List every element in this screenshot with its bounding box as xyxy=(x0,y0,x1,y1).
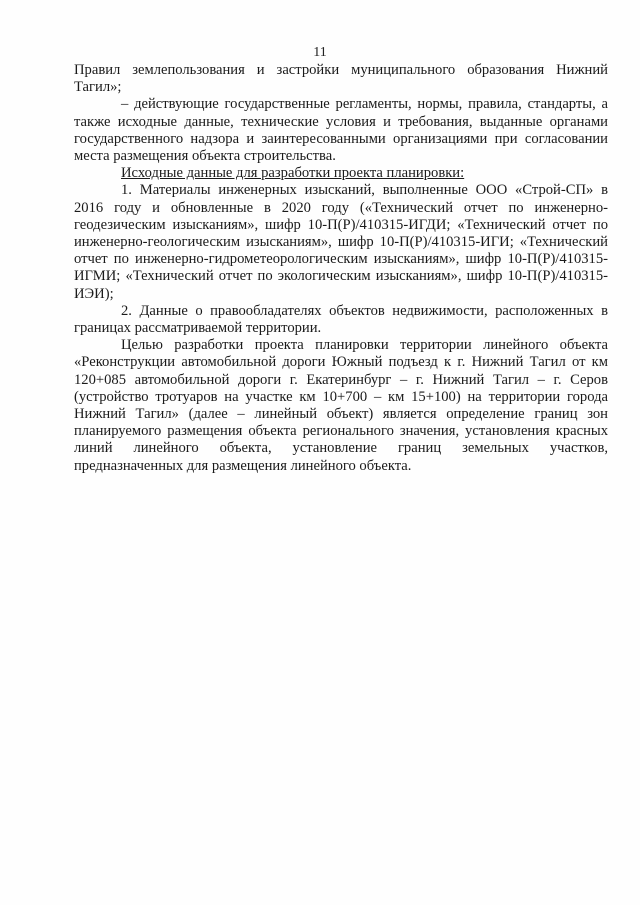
list-item-property-owners: 2. Данные о правообладателях объектов недвижимости, расположенных в границах рассматриваемой территории. xyxy=(74,302,608,337)
paragraph-regulations: – действующие государственные регламенты, нормы, правила, стандарты, а также исходные данные, технические условия и требования, выданные органами государственного надзора и заинтересованными организациями при согласовании места размещения объекта строительства. xyxy=(74,96,608,165)
document-body xyxy=(74,62,608,475)
page-number: 11 xyxy=(313,45,327,60)
paragraph-project-goal: Целью разработки проекта планировки территории линейного объекта «Реконструкции автомобильной дороги Южный подъезд к г. Нижний Тагил от км 120+085 автомобильной дороги г. Екатеринбург – г. Нижний Тагил – г. Серов (устройство тротуаров на участке км 10+700 – км 15+100) на территории города Нижний Тагил» (далее – линейный объект) является определение границ зон планируемого размещения объекта регионального значения, установления красных линий линейного объекта, установление границ земельных участков, предназначенных для размещения линейного объекта. xyxy=(74,337,608,474)
paragraph-rules-continuation: Правил землепользования и застройки муниципального образования Нижний Тагил»; xyxy=(74,62,608,96)
section-heading-source-data: Исходные данные для разработки проекта планировки: xyxy=(121,165,465,182)
list-item-engineering-surveys: 1. Материалы инженерных изысканий, выполненные ООО «Строй-СП» в 2016 году и обновленные в 2020 году («Технический отчет по инженерно-геодезическим изысканиям», шифр 10-П(Р)/410315-ИГДИ; «Технический отчет по инженерно-геологическим изысканиям», шифр 10-П(Р)/410315-ИГИ; «Технический отчет по инженерно-гидрометеорологическим изысканиям», шифр 10-П(Р)/410315-ИГМИ; «Технический отчет по экологическим изысканиям», шифр 10-П(Р)/410315-ИЭИ); xyxy=(74,182,608,302)
